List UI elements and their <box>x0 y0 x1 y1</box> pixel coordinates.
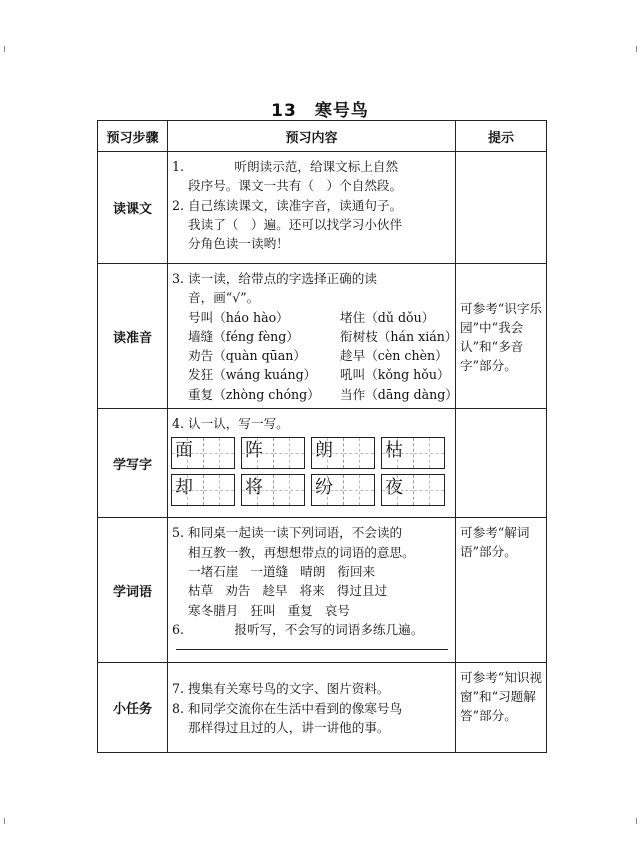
writing-box[interactable] <box>241 474 305 506</box>
lesson-number: 13 <box>271 101 297 121</box>
vocabulary-word: 枯草 <box>188 583 214 599</box>
word-list-line <box>172 601 452 620</box>
practice-character: 将 <box>245 477 263 499</box>
dictation-write-line[interactable] <box>176 648 448 650</box>
content-line: 1. 听朗读示范，给课文标上自然 <box>172 159 399 174</box>
table-row <box>98 409 547 518</box>
word-list-line <box>172 562 452 581</box>
pinyin-choice: 墙缝（féng fèng） <box>188 328 299 344</box>
writing-grid-row <box>171 437 452 469</box>
vocabulary-word: 一堵石崖 <box>188 563 239 579</box>
writing-box[interactable] <box>241 437 305 469</box>
pinyin-choice: 劝告（quàn qūan） <box>188 348 306 364</box>
hint-cell: 可参考“知识视窗”和“习题解答”部分。 <box>456 663 547 753</box>
step-content <box>168 663 456 753</box>
step-label: 学词语 <box>98 518 168 663</box>
content-line: 4. 认一认，写一写。 <box>172 416 289 432</box>
practice-character: 却 <box>175 477 193 499</box>
content-line: 段序号。课文一共有（ ）个自然段。 <box>188 178 403 194</box>
writing-grid <box>172 433 452 513</box>
word-list-line <box>172 581 452 600</box>
vocabulary-word: 重复 <box>287 602 313 618</box>
content-line: 7. 搜集有关寒号鸟的文字、图片资料。 <box>172 681 390 697</box>
margin-mark-left-bottom <box>4 818 5 824</box>
step-content <box>168 264 456 409</box>
writing-box[interactable] <box>171 437 235 469</box>
hint-cell: 可参考“解词语”部分。 <box>456 518 547 663</box>
vocabulary-word: 衔回来 <box>337 563 376 579</box>
table-row <box>98 518 547 663</box>
vocabulary-word: 寒冬腊月 <box>188 602 239 618</box>
content-line: 那样得过且过的人，讲一讲他的事。 <box>188 720 390 736</box>
header-step: 预习步骤 <box>98 121 168 152</box>
content-line: 3. 读一读，给带点的字选择正确的读 <box>172 271 377 286</box>
practice-character: 纷 <box>315 477 333 499</box>
pinyin-choice: 当作（dāng dàng） <box>340 386 458 402</box>
step-label: 读准音 <box>98 264 168 409</box>
practice-character: 朗 <box>315 440 333 462</box>
step-content <box>168 409 456 518</box>
header-hint: 提示 <box>456 121 547 152</box>
table-row <box>98 663 547 753</box>
writing-box[interactable] <box>311 474 375 506</box>
pinyin-choice: 号叫（háo hào） <box>188 309 289 325</box>
lesson-title <box>0 96 640 121</box>
step-label: 学写字 <box>98 409 168 518</box>
header-content: 预习内容 <box>168 121 456 152</box>
writing-grid-row <box>171 474 452 506</box>
vocabulary-word: 劝告 <box>225 583 251 599</box>
preview-plan-table <box>97 120 547 753</box>
vocabulary-word: 狂叫 <box>250 602 276 618</box>
content-line: 5. 和同桌一起读一读下列词语，不会读的 <box>172 525 403 541</box>
vocabulary-word: 得过且过 <box>336 583 388 599</box>
step-content <box>168 152 456 264</box>
pinyin-choice: 发狂（wáng kuáng） <box>188 367 317 383</box>
pinyin-choice: 堵住（dǔ dǒu） <box>340 309 435 325</box>
content-line: 相互教一教，再想想带点的词语的意思。 <box>188 544 415 560</box>
writing-box[interactable] <box>311 437 375 469</box>
pinyin-choice: 重复（zhòng chóng） <box>188 386 320 402</box>
pinyin-choice: 衔树枝（hán xián） <box>340 328 458 344</box>
margin-mark-right <box>636 46 637 52</box>
pinyin-choice: 吼叫（kǒng hǒu） <box>340 367 450 383</box>
step-label: 小任务 <box>98 663 168 753</box>
vocabulary-word: 哀号 <box>324 602 350 618</box>
hint-cell: 可参考“识字乐园”中“我会认”和“多音字”部分。 <box>456 264 547 409</box>
content-line: 我读了（ ）遍。还可以找学习小伙伴 <box>188 216 403 232</box>
pinyin-choice: 趁早（cèn chèn） <box>340 348 448 364</box>
content-line: 分角色读一读哟！ <box>188 236 289 252</box>
vocabulary-word: 一道缝 <box>250 563 289 579</box>
pinyin-choice-list <box>172 308 458 404</box>
content-line: 音，画“√”。 <box>188 290 260 306</box>
vocabulary-word: 晴朗 <box>300 563 326 579</box>
margin-mark-left <box>4 46 5 52</box>
step-content <box>168 518 456 663</box>
writing-box[interactable] <box>381 437 445 469</box>
table-header-row <box>98 121 547 152</box>
content-line: 2. 自己练读课文，读准字音，读通句子。 <box>172 197 403 213</box>
writing-box[interactable] <box>171 474 235 506</box>
writing-box[interactable] <box>381 474 445 506</box>
table-row <box>98 264 547 409</box>
step-label: 读课文 <box>98 152 168 264</box>
hint-cell <box>456 152 547 264</box>
practice-character: 面 <box>175 440 193 462</box>
margin-mark-right-bottom <box>636 818 637 824</box>
practice-character: 夜 <box>385 477 403 499</box>
vocabulary-word: 趁早 <box>262 583 288 599</box>
table-row <box>98 152 547 264</box>
practice-character: 阵 <box>245 440 263 462</box>
vocabulary-word: 将来 <box>299 583 325 599</box>
lesson-name: 寒号鸟 <box>314 101 369 121</box>
content-line: 6. 报听写，不会写的词语多练几遍。 <box>172 621 424 637</box>
hint-cell <box>456 409 547 518</box>
content-line: 8. 和同学交流你在生活中看到的像寒号鸟 <box>172 700 403 716</box>
practice-character: 枯 <box>385 440 403 462</box>
